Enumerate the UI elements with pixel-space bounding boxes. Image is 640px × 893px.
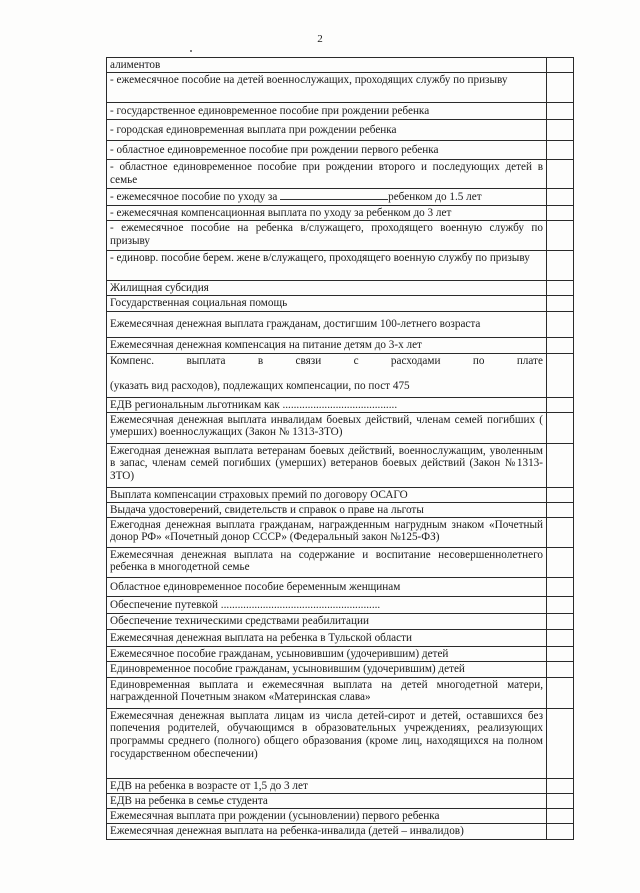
row-blank-cell xyxy=(547,793,574,808)
row-text: Ежемесячная денежная выплата на ребенка в Тульской области xyxy=(107,629,547,646)
row-blank-cell xyxy=(547,778,574,793)
table-row xyxy=(107,677,574,708)
row-text: Ежемесячная денежная выплата лицам из числа детей-сирот и детей, оставшихся без попечения родителей, обучающимся в образовательных учреждениях, реализующих программы среднего (полного) общего образования (кроме лиц, находящихся на полном государственном обеспечении) xyxy=(107,708,547,778)
table-row xyxy=(107,793,574,808)
row-text: ЕДВ на ребенка в семье студента xyxy=(107,793,547,808)
row-text: - государственное единовременное пособие при рождении ребенка xyxy=(107,102,547,119)
row-blank-cell xyxy=(547,823,574,839)
row-blank-cell xyxy=(547,412,574,443)
row-second-line: (указать вид расходов), подлежащих компенсации, по пост 475 xyxy=(110,380,410,393)
row-blank-cell xyxy=(547,517,574,547)
table-row xyxy=(107,708,574,778)
table-row xyxy=(107,547,574,577)
table-row xyxy=(107,140,574,159)
row-text-before: - ежемесячное пособие по уходу за xyxy=(110,191,281,204)
row-blank-cell xyxy=(547,311,574,337)
fill-in-line xyxy=(280,190,388,200)
row-text: ЕДВ региональным льготникам как ......................................... xyxy=(107,397,547,412)
page-number: 2 xyxy=(317,33,323,45)
row-text: Выплата компенсации страховых премий по договору ОСАГО xyxy=(107,487,547,502)
row-blank-cell xyxy=(547,487,574,502)
table-row xyxy=(107,502,574,517)
row-text: Ежемесячная денежная выплата на содержание и воспитание несовершеннолетнего ребенка в многодетной семье xyxy=(107,547,547,577)
table-row xyxy=(107,517,574,547)
row-blank-cell xyxy=(547,629,574,646)
row-text: Ежемесячная денежная выплата на ребенка-инвалида (детей – инвалидов) xyxy=(107,823,547,839)
table-row xyxy=(107,808,574,823)
row-blank-cell xyxy=(547,708,574,778)
row-blank-cell xyxy=(547,353,574,397)
row-text: - городская единовременная выплата при рождении ребенка xyxy=(107,119,547,140)
row-blank-cell xyxy=(547,596,574,613)
table-row xyxy=(107,596,574,613)
row-blank-cell xyxy=(547,502,574,517)
row-text: Ежемесячная денежная компенсация на питание детям до 3-х лет xyxy=(107,337,547,353)
row-text: - ежемесячное пособие на детей военнослужащих, проходящих службу по призыву xyxy=(107,72,547,102)
row-blank-cell xyxy=(547,102,574,119)
table-row xyxy=(107,646,574,661)
table-row xyxy=(107,159,574,188)
table-row xyxy=(107,311,574,337)
row-text-two-part xyxy=(107,353,547,397)
row-blank-cell xyxy=(547,547,574,577)
table-row xyxy=(107,629,574,646)
table-row xyxy=(107,778,574,793)
row-text: - ежемесячная компенсационная выплата по уходу за ребенком до 3 лет xyxy=(107,205,547,220)
row-text: Ежемесячная денежная выплата гражданам, достигшим 100-летнего возраста xyxy=(107,311,547,337)
table-row xyxy=(107,102,574,119)
row-blank-cell xyxy=(547,295,574,311)
table-row xyxy=(107,280,574,295)
row-text-after: ребенком до 1.5 лет xyxy=(388,191,482,204)
word: расходами xyxy=(390,354,441,367)
row-text: Обеспечение путевкой ......................................................... xyxy=(107,596,547,613)
table-row xyxy=(107,58,574,73)
row-text: Жилищная субсидия xyxy=(107,280,547,295)
row-text: алиментов xyxy=(107,58,547,73)
row-blank-cell xyxy=(547,119,574,140)
row-blank-cell xyxy=(547,58,574,73)
table-row xyxy=(107,487,574,502)
table-row xyxy=(107,220,574,250)
row-blank-cell xyxy=(547,443,574,487)
row-text: Ежегодная денежная выплата гражданам, награжденным нагрудным знаком «Почетный донор РФ» «Почетный донор СССР» (Федеральный закон №125-ФЗ) xyxy=(107,517,547,547)
table-row xyxy=(107,119,574,140)
table-row xyxy=(107,72,574,102)
row-text: Единовременное пособие гражданам, усыновившим (удочерившим) детей xyxy=(107,661,547,677)
row-blank-cell xyxy=(547,646,574,661)
row-text: Государственная социальная помощь xyxy=(107,295,547,311)
row-blank-cell xyxy=(547,250,574,280)
row-blank-cell xyxy=(547,280,574,295)
row-blank-cell xyxy=(547,677,574,708)
table-row xyxy=(107,613,574,629)
word: Компенс. xyxy=(110,354,155,367)
table-row xyxy=(107,353,574,397)
row-text: Ежегодная денежная выплата ветеранам боевых действий, военнослужащим, уволенным в запас, членам семей погибших (умерших) ветеранов боевых действий (Закон №1313-ЗТО) xyxy=(107,443,547,487)
row-text: Областное единовременное пособие беременным женщинам xyxy=(107,577,547,596)
word: плате xyxy=(516,354,543,367)
row-blank-cell xyxy=(547,808,574,823)
word: по xyxy=(472,354,485,367)
word: выплата xyxy=(186,354,226,367)
word: с xyxy=(353,354,359,367)
row-blank-cell xyxy=(547,140,574,159)
row-text-with-blank xyxy=(107,188,547,205)
table-row xyxy=(107,397,574,412)
row-text: - ежемесячное пособие на ребенка в/служащего, проходящего военную службу по призыву xyxy=(107,220,547,250)
row-blank-cell xyxy=(547,72,574,102)
row-blank-cell xyxy=(547,613,574,629)
table-row xyxy=(107,250,574,280)
row-blank-cell xyxy=(547,577,574,596)
row-text: - областное единовременное пособие при рождении второго и последующих детей в семье xyxy=(107,159,547,188)
row-text: Обеспечение техническими средствами реабилитации xyxy=(107,613,547,629)
row-blank-cell xyxy=(547,159,574,188)
row-text: ЕДВ на ребенка в возрасте от 1,5 до 3 лет xyxy=(107,778,547,793)
scan-speck xyxy=(190,50,192,52)
benefits-table xyxy=(106,57,574,840)
row-text: Единовременная выплата и ежемесячная выплата на детей многодетной матери, награжденной Почетным знаком «Материнская слава» xyxy=(107,677,547,708)
row-blank-cell xyxy=(547,337,574,353)
row-text: Ежемесячная денежная выплата инвалидам боевых действий, членам семей погибших ( умерших) военнослужащих (Закон № 1313-ЗТО) xyxy=(107,412,547,443)
table-row xyxy=(107,661,574,677)
row-blank-cell xyxy=(547,220,574,250)
table-row xyxy=(107,188,574,205)
row-text: Ежемесячная выплата при рождении (усыновлении) первого ребенка xyxy=(107,808,547,823)
row-blank-cell xyxy=(547,397,574,412)
table-row xyxy=(107,577,574,596)
table-row xyxy=(107,205,574,220)
table-row xyxy=(107,823,574,839)
row-text: - единовр. пособие берем. жене в/служащего, проходящего военную службу по призыву xyxy=(107,250,547,280)
row-text: Выдача удостоверений, свидетельств и справок о праве на льготы xyxy=(107,502,547,517)
table-row xyxy=(107,412,574,443)
table-row xyxy=(107,443,574,487)
row-text: - областное единовременное пособие при рождении первого ребенка xyxy=(107,140,547,159)
table-row xyxy=(107,337,574,353)
word: в xyxy=(257,354,264,367)
row-text: Ежемесячное пособие гражданам, усыновившим (удочерившим) детей xyxy=(107,646,547,661)
row-blank-cell xyxy=(547,205,574,220)
table-row xyxy=(107,295,574,311)
row-blank-cell xyxy=(547,661,574,677)
row-blank-cell xyxy=(547,188,574,205)
row-first-line xyxy=(110,355,543,368)
word: связи xyxy=(295,354,322,367)
